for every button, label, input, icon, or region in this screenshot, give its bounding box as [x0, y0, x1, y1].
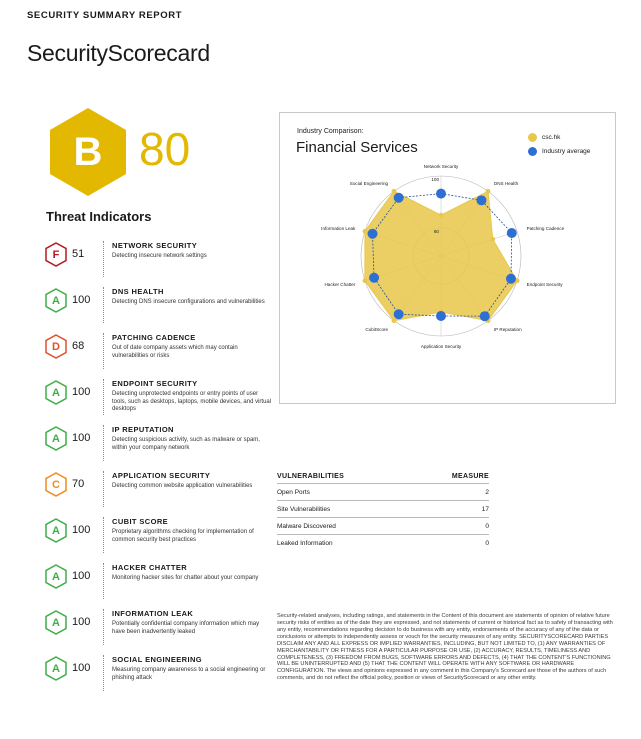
industry-point [476, 195, 486, 205]
indicator-score: 70 [72, 478, 85, 490]
industry-point [436, 311, 446, 321]
vulnerability-row [277, 534, 489, 551]
indicator-name: DNS HEALTH [112, 287, 164, 296]
vulnerability-row [277, 483, 489, 500]
overall-grade-letter: B [73, 129, 103, 174]
radar-axis-label: Hacker Chatter [324, 281, 356, 287]
indicator-name: INFORMATION LEAK [112, 609, 194, 618]
company-point [490, 237, 495, 242]
indicator-score: 51 [72, 248, 85, 260]
radar-axis-label: Endpoint Security [526, 281, 563, 287]
threat-indicator [45, 609, 270, 649]
indicator-grade: C [52, 478, 60, 491]
threat-indicators-title: Threat Indicators [46, 209, 152, 224]
threat-indicator [45, 517, 270, 557]
vulnerabilities-table [277, 473, 489, 551]
company-point [363, 278, 368, 283]
indicator-grade: A [52, 616, 60, 629]
industry-point [436, 189, 446, 199]
industry-point [394, 193, 404, 203]
vulnerability-label: Leaked Information [277, 539, 333, 547]
vulnerabilities-header-measure: MEASURE [451, 473, 489, 480]
indicator-description: Out of date company assets which may contain vulnerabilities or risks [112, 345, 238, 359]
industry-point [394, 309, 404, 319]
indicator-divider [103, 471, 104, 507]
industry-name: Financial Services [296, 139, 418, 156]
indicator-grade: F [52, 248, 60, 261]
radar-axis-label: Social Engineering [349, 181, 389, 187]
report-label: SECURITY SUMMARY REPORT [27, 10, 183, 21]
vulnerabilities-header [277, 473, 489, 483]
indicator-grade: D [52, 340, 60, 353]
indicator-grade: A [52, 662, 60, 675]
company-point [486, 189, 491, 194]
indicator-description: Detecting common website application vulnerabilities [112, 483, 253, 489]
company-point [363, 229, 368, 234]
threat-indicator [45, 471, 270, 511]
indicator-score: 100 [72, 386, 91, 398]
industry-point [506, 274, 516, 284]
indicator-description: Proprietary algorithms checking for implementation of common security best practices [112, 529, 254, 543]
company-point [392, 189, 397, 194]
vulnerability-label: Site Vulnerabilities [277, 505, 331, 513]
vulnerability-label: Malware Discovered [277, 522, 336, 530]
indicator-score: 100 [72, 570, 91, 582]
threat-indicator [45, 563, 270, 603]
threat-indicator [45, 287, 270, 327]
threat-indicator [45, 241, 270, 281]
indicator-description: Measuring company awareness to a social engineering or phishing attack [112, 667, 266, 681]
indicator-name: ENDPOINT SECURITY [112, 379, 198, 388]
indicator-description: Detecting suspicious activity, such as malware or spam, within your company network [112, 437, 260, 451]
industry-point [480, 311, 490, 321]
indicator-grade: A [52, 432, 60, 445]
vulnerability-value: 0 [485, 522, 489, 530]
indicator-description: Detecting insecure network settings [112, 253, 207, 259]
indicator-score: 100 [72, 616, 91, 628]
radar-ring-label: 100 [431, 177, 439, 182]
indicator-divider [103, 609, 104, 645]
threat-indicator [45, 333, 270, 373]
vulnerability-row [277, 517, 489, 534]
indicator-description: Potentially confidential company information which may have been inadvertently leaked [112, 621, 260, 635]
indicator-divider [103, 241, 104, 277]
indicator-name: SOCIAL ENGINEERING [112, 655, 202, 664]
radar-chart [280, 164, 616, 400]
vulnerability-row [277, 500, 489, 517]
indicator-description: Monitoring hacker sites for chatter about your company [112, 575, 259, 581]
indicator-grade: A [52, 524, 60, 537]
legend-company-dot [528, 133, 537, 142]
indicator-divider [103, 287, 104, 323]
indicator-score: 100 [72, 524, 91, 536]
indicator-grade: A [52, 386, 60, 399]
indicator-score: 100 [72, 662, 91, 674]
brand-logo-text: SecurityScorecard [27, 40, 210, 66]
vulnerability-value: 0 [485, 539, 489, 547]
indicator-name: PATCHING CADENCE [112, 333, 196, 342]
indicator-divider [103, 563, 104, 599]
threat-indicator [45, 425, 270, 465]
indicator-grade: A [52, 570, 60, 583]
overall-score: 80 [139, 123, 191, 175]
radar-axis-label: Patching Cadence [526, 226, 565, 232]
indicator-score: 68 [72, 340, 85, 352]
indicator-divider [103, 517, 104, 553]
indicator-name: CUBIT SCORE [112, 517, 169, 526]
indicator-divider [103, 655, 104, 691]
radar-axis-label: Application Security [420, 344, 462, 349]
indicator-score: 100 [72, 432, 91, 444]
indicator-description: Detecting DNS insecure configurations and vulnerabilities [112, 299, 265, 305]
legend-industry-dot [528, 147, 537, 156]
indicator-grade: A [52, 294, 60, 307]
industry-comparison-label: Industry Comparison: [297, 128, 364, 135]
threat-indicator [45, 379, 270, 419]
indicator-divider [103, 333, 104, 369]
industry-point [507, 228, 517, 238]
radar-axis-label: IP Reputation [493, 326, 522, 332]
indicator-divider [103, 379, 104, 415]
indicator-name: NETWORK SECURITY [112, 241, 198, 250]
indicator-name: APPLICATION SECURITY [112, 471, 211, 480]
radar-ring-label: 60 [433, 229, 439, 234]
indicator-divider [103, 425, 104, 461]
legend-industry-label: Industry average [542, 148, 591, 155]
radar-axis-label: DNS Health [493, 181, 519, 187]
indicator-score: 100 [72, 294, 91, 306]
vulnerability-value: 17 [481, 505, 489, 513]
legal-disclaimer: Security-related analyses, including ratings, and statements in the Content of this document are statements of opinion of relative future security risks of entities as of the date they are expressed, and not statements of current or historical fact as to safety of transacting with any entity, recommendations regarding decision to do business with any entity, endorsements of the accuracy of any of the data or conclusions or attempts to independently assess or vouch for the security measures of any entity. SECURITYSCORECARD PARTIES DISCLAIM ANY AND ALL EXPRESS OR IMPLIED WARRANTIES, INCLUDING, BUT NOT LIMITED TO, (1) ANY WARRANTIES OF MERCHANTABILITY OR FITNESS FOR A PARTICULAR PURPOSE OR USE, (2) ACCURACY, RESULTS, TIMELINESS AND COMPLETENESS, (3) FREEDOM FROM BUGS, SOFTWARE ERRORS AND DEFECTS, (4) THAT THE CONTENT'S FUNCTIONING WILL BE UNINTERRUPTED AND (5) THAT THE CONTENT WILL OPERATE WITH ANY SOFTWARE OR HARDWARE CONFIGURATION. The views and opinions expressed in any comment in this Company's Scorecard are those of the authors of such comments, and do not reflect the official policy, position or views of SecurityScorecard or any other entity. [277, 613, 613, 682]
indicator-name: HACKER CHATTER [112, 563, 188, 572]
threat-indicator [45, 655, 270, 695]
industry-point [369, 273, 379, 283]
company-point [439, 213, 444, 218]
legend-company-label: csc.hk [542, 134, 561, 141]
radar-axis-label: Network Security [423, 164, 459, 169]
indicator-name: IP REPUTATION [112, 425, 174, 434]
company-point [392, 318, 397, 323]
radar-axis-label: Information Leak [321, 226, 356, 232]
industry-point [368, 229, 378, 239]
radar-axis-label: CubitScore [365, 326, 389, 332]
vulnerability-value: 2 [485, 488, 489, 496]
vulnerabilities-header-label: VULNERABILITIES [277, 473, 345, 480]
vulnerability-label: Open Ports [277, 488, 310, 496]
indicator-description: Detecting unprotected endpoints or entry points of user tools, such as desktops, laptops, mobile devices, and virtual desktops [112, 391, 272, 412]
